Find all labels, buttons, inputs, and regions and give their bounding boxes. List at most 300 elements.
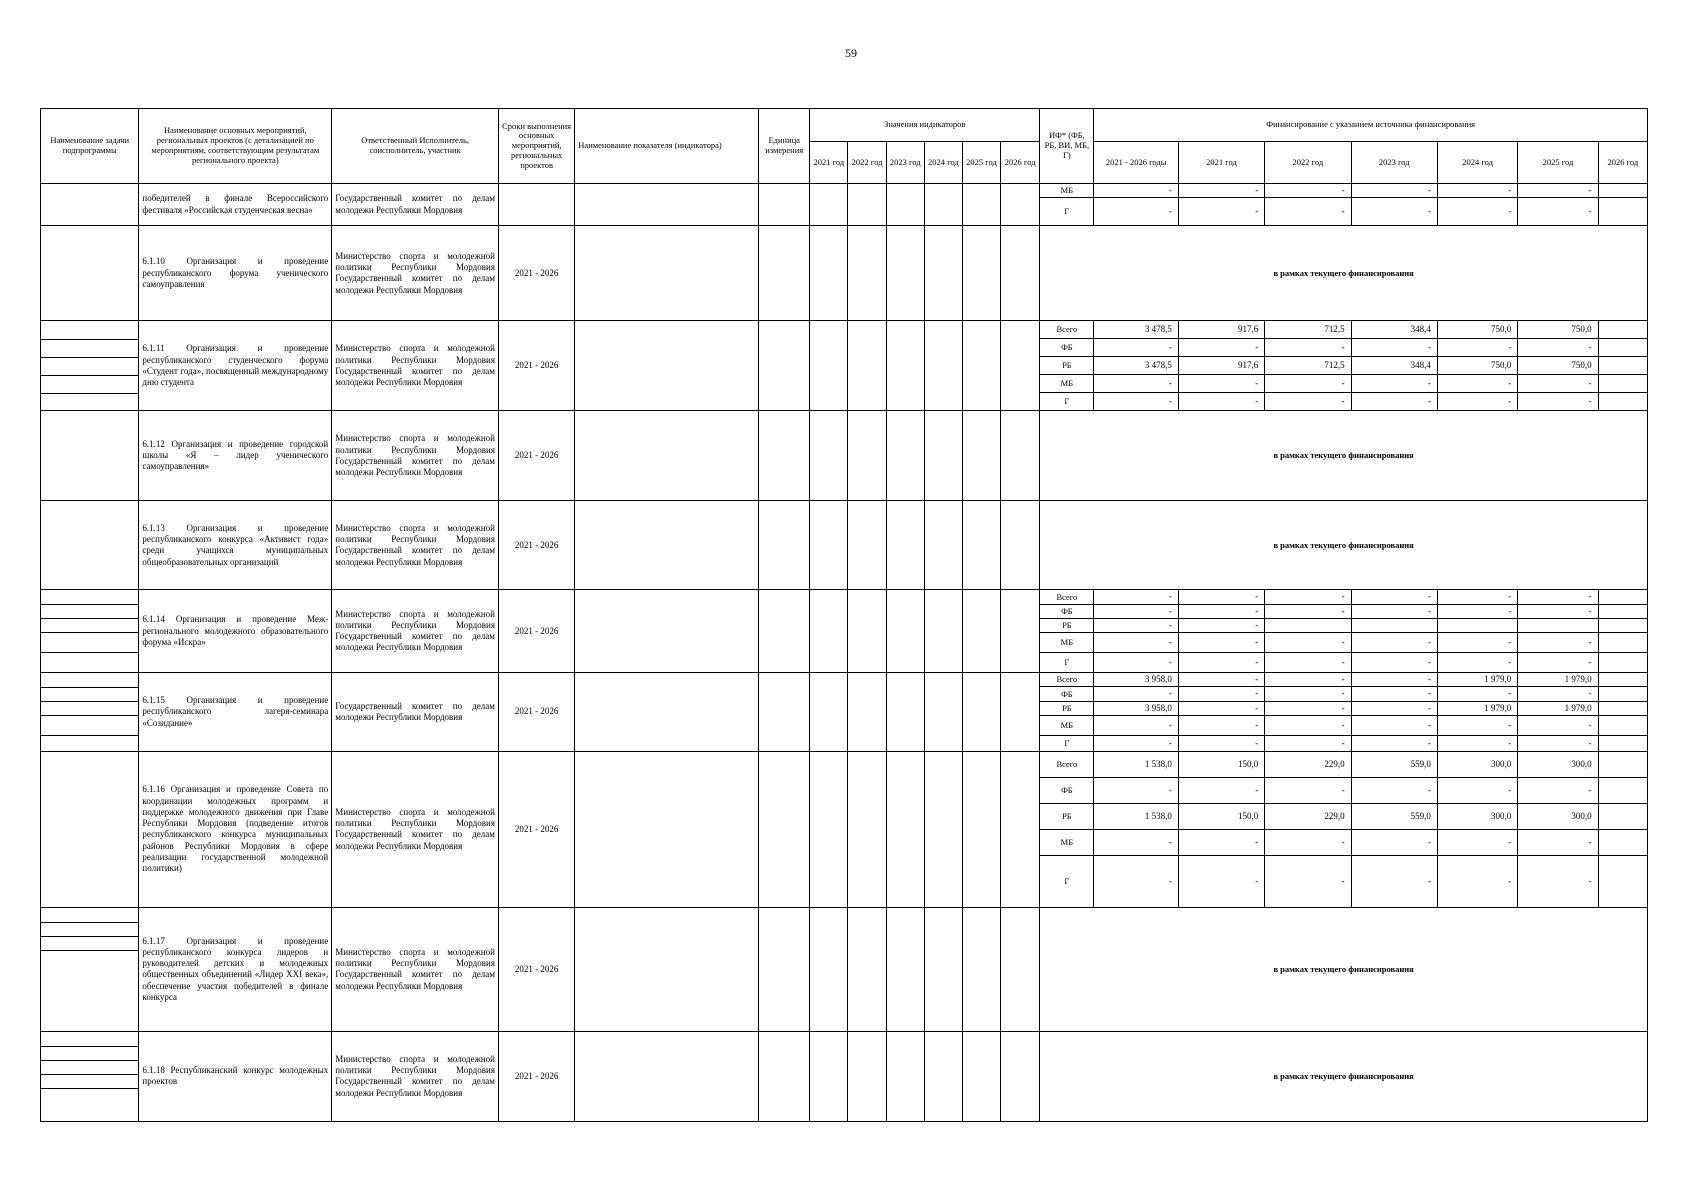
- executor: Государственный комитет по делам молодежи Республики Мордовия: [332, 184, 499, 226]
- indicator-value: [924, 1031, 962, 1121]
- financing-value: -: [1518, 715, 1598, 735]
- task-cell: [41, 590, 139, 673]
- task-divider: [41, 936, 138, 937]
- event-name: 6.1.14 Организация и проведение Меж-регионального молодежного образовательного форума «Искра»: [139, 590, 332, 673]
- source-code: ФБ: [1040, 339, 1094, 357]
- financing-value: -: [1265, 687, 1351, 701]
- financing-value: -: [1518, 393, 1598, 411]
- indicator-value: [886, 590, 924, 673]
- task-divider: [41, 375, 138, 376]
- header-event: Наименование основных мероприятий, региональных проектов (с детализацией по мероприятиям, соответствующим результатам регионального проекта): [139, 109, 332, 184]
- financing-value: -: [1178, 393, 1264, 411]
- header-fin-year: 2024 год: [1437, 142, 1517, 184]
- executor: Министерство спорта и молодежной политики Республики Мордовия Государственный комитет по делам молодежи Республики Мордовия: [332, 321, 499, 411]
- financing-value: -: [1265, 375, 1351, 393]
- financing-value: [1598, 687, 1647, 701]
- indicator-name: [575, 184, 759, 226]
- header-ind-year: 2025 год: [962, 142, 1000, 184]
- header-fin-year: 2022 год: [1265, 142, 1351, 184]
- source-code: Г: [1040, 198, 1094, 226]
- financing-value: -: [1265, 673, 1351, 687]
- financing-value: -: [1351, 653, 1437, 673]
- financing-value: -: [1094, 339, 1178, 357]
- financing-value: 1 538,0: [1094, 803, 1178, 829]
- unit: [759, 411, 810, 501]
- source-code: РБ: [1040, 803, 1094, 829]
- indicator-value: [810, 673, 848, 752]
- header-fin-year: 2025 год: [1518, 142, 1598, 184]
- financing-value: [1598, 751, 1647, 777]
- indicator-value: [848, 226, 886, 321]
- financing-value: -: [1094, 604, 1178, 618]
- financing-value: -: [1265, 184, 1351, 198]
- event-name: 6.1.12 Организация и проведение городской школы «Я – лидер ученического самоуправления»: [139, 411, 332, 501]
- unit: [759, 321, 810, 411]
- indicator-value: [810, 1031, 848, 1121]
- indicator-value: [962, 501, 1000, 590]
- indicator-value: [924, 184, 962, 226]
- financing-value: -: [1265, 735, 1351, 751]
- task-divider: [41, 701, 138, 702]
- financing-value: -: [1178, 687, 1264, 701]
- financing-value: -: [1351, 339, 1437, 357]
- financing-value: -: [1265, 633, 1351, 653]
- financing-value: 1 979,0: [1518, 701, 1598, 715]
- task-divider: [41, 715, 138, 716]
- indicator-value: [886, 1031, 924, 1121]
- executor: Министерство спорта и молодежной политики Республики Мордовия Государственный комитет по делам молодежи Республики Мордовия: [332, 1031, 499, 1121]
- financing-value: -: [1265, 393, 1351, 411]
- financing-value: -: [1351, 735, 1437, 751]
- source-code: МБ: [1040, 715, 1094, 735]
- task-divider: [41, 922, 138, 923]
- financing-value: 559,0: [1351, 803, 1437, 829]
- event-row: [41, 226, 1648, 321]
- indicator-value: [1001, 321, 1040, 411]
- financing-value: -: [1265, 339, 1351, 357]
- financing-value: [1598, 604, 1647, 618]
- financing-value: -: [1437, 633, 1517, 653]
- indicator-value: [1001, 907, 1040, 1031]
- financing-note: в рамках текущего финансирования: [1040, 501, 1648, 590]
- financing-value: [1598, 735, 1647, 751]
- financing-value: [1598, 339, 1647, 357]
- financing-value: -: [1094, 715, 1178, 735]
- financing-value: -: [1351, 198, 1437, 226]
- financing-value: [1598, 590, 1647, 604]
- financing-value: 917,6: [1178, 357, 1264, 375]
- header-ind-year: 2023 год: [886, 142, 924, 184]
- financing-row: [41, 673, 1648, 687]
- financing-value: -: [1178, 339, 1264, 357]
- terms: 2021 - 2026: [498, 590, 574, 673]
- terms: 2021 - 2026: [498, 1031, 574, 1121]
- financing-value: 712,5: [1265, 321, 1351, 339]
- program-table: [40, 108, 1648, 1122]
- financing-value: 750,0: [1518, 357, 1598, 375]
- header-fin-year: 2021 год: [1178, 142, 1264, 184]
- financing-value: -: [1178, 618, 1264, 632]
- terms: 2021 - 2026: [498, 673, 574, 752]
- financing-value: -: [1437, 198, 1517, 226]
- source-code: ФБ: [1040, 777, 1094, 803]
- financing-value: -: [1178, 701, 1264, 715]
- financing-value: -: [1094, 633, 1178, 653]
- financing-value: -: [1094, 393, 1178, 411]
- header-task: Наименование задачи подпрограммы: [41, 109, 139, 184]
- financing-value: [1437, 618, 1517, 632]
- financing-value: [1598, 673, 1647, 687]
- financing-value: -: [1437, 829, 1517, 855]
- financing-value: -: [1351, 715, 1437, 735]
- financing-value: -: [1518, 590, 1598, 604]
- financing-note: в рамках текущего финансирования: [1040, 1031, 1648, 1121]
- indicator-value: [962, 751, 1000, 907]
- indicator-value: [924, 673, 962, 752]
- financing-value: [1598, 855, 1647, 907]
- header-ind-year: 2021 год: [810, 142, 848, 184]
- financing-value: 1 538,0: [1094, 751, 1178, 777]
- financing-value: -: [1518, 735, 1598, 751]
- financing-value: 1 979,0: [1437, 701, 1517, 715]
- financing-value: -: [1437, 653, 1517, 673]
- source-code: ФБ: [1040, 604, 1094, 618]
- indicator-value: [962, 411, 1000, 501]
- financing-value: 750,0: [1437, 357, 1517, 375]
- financing-value: -: [1437, 715, 1517, 735]
- task-cell: [41, 184, 139, 226]
- financing-value: 3 958,0: [1094, 673, 1178, 687]
- financing-value: -: [1518, 633, 1598, 653]
- financing-value: -: [1265, 198, 1351, 226]
- indicator-value: [1001, 226, 1040, 321]
- indicator-value: [848, 751, 886, 907]
- indicator-value: [962, 907, 1000, 1031]
- financing-value: -: [1351, 590, 1437, 604]
- financing-value: -: [1437, 339, 1517, 357]
- financing-value: -: [1351, 855, 1437, 907]
- executor: Министерство спорта и молодежной политики Республики Мордовия Государственный комитет по делам молодежи Республики Мордовия: [332, 226, 499, 321]
- financing-value: [1598, 618, 1647, 632]
- financing-value: -: [1265, 604, 1351, 618]
- financing-value: -: [1518, 339, 1598, 357]
- indicator-value: [924, 501, 962, 590]
- financing-value: [1598, 653, 1647, 673]
- financing-value: -: [1178, 829, 1264, 855]
- financing-value: -: [1265, 701, 1351, 715]
- indicator-value: [848, 411, 886, 501]
- executor: Министерство спорта и молодежной политики Республики Мордовия Государственный комитет по делам молодежи Республики Мордовия: [332, 501, 499, 590]
- event-name: 6.1.11 Организация и проведение республиканского студенческого форума «Студент года», посвященный международному дню студента: [139, 321, 332, 411]
- executor: Государственный комитет по делам молодежи Республики Мордовия: [332, 673, 499, 752]
- financing-value: -: [1178, 715, 1264, 735]
- indicator-value: [962, 673, 1000, 752]
- indicator-value: [810, 590, 848, 673]
- financing-value: [1518, 618, 1598, 632]
- header-source: ИФ* (ФБ, РБ, ВИ, МБ, Г): [1040, 109, 1094, 184]
- task-divider: [41, 652, 138, 653]
- unit: [759, 751, 810, 907]
- indicator-value: [1001, 751, 1040, 907]
- task-divider: [41, 357, 138, 358]
- financing-value: [1598, 357, 1647, 375]
- financing-value: -: [1178, 653, 1264, 673]
- header-fin-year: 2026 год: [1598, 142, 1647, 184]
- unit: [759, 184, 810, 226]
- indicator-value: [962, 1031, 1000, 1121]
- task-divider: [41, 604, 138, 605]
- indicator-value: [810, 751, 848, 907]
- financing-value: -: [1178, 633, 1264, 653]
- financing-value: [1265, 618, 1351, 632]
- financing-value: -: [1351, 393, 1437, 411]
- executor: Министерство спорта и молодежной политики Республики Мордовия Государственный комитет по делам молодежи Республики Мордовия: [332, 907, 499, 1031]
- financing-value: -: [1178, 184, 1264, 198]
- indicator-value: [1001, 411, 1040, 501]
- indicator-value: [810, 411, 848, 501]
- event-name: 6.1.17 Организация и проведение республиканского конкурса лидеров и руководителей детских и молодежных общественных объединений «Лидер XXI века», обеспечение участия победителей в финале конкурса: [139, 907, 332, 1031]
- indicator-value: [924, 751, 962, 907]
- financing-value: -: [1178, 735, 1264, 751]
- financing-value: [1598, 633, 1647, 653]
- task-divider: [41, 1088, 138, 1089]
- task-divider: [41, 1046, 138, 1047]
- financing-note: в рамках текущего финансирования: [1040, 411, 1648, 501]
- unit: [759, 501, 810, 590]
- header-fin-year: 2023 год: [1351, 142, 1437, 184]
- financing-value: -: [1094, 653, 1178, 673]
- financing-value: 300,0: [1437, 803, 1517, 829]
- indicator-name: [575, 226, 759, 321]
- terms: 2021 - 2026: [498, 751, 574, 907]
- program-table-wrapper: [40, 108, 1648, 1098]
- header-financing: Финансирование с указанием источника финансирования: [1094, 109, 1648, 142]
- terms: 2021 - 2026: [498, 226, 574, 321]
- indicator-value: [1001, 501, 1040, 590]
- indicator-value: [848, 321, 886, 411]
- event-name: 6.1.18 Республиканский конкурс молодежных проектов: [139, 1031, 332, 1121]
- indicator-name: [575, 411, 759, 501]
- financing-value: -: [1265, 590, 1351, 604]
- unit: [759, 226, 810, 321]
- header-fin-year: 2021 - 2026 годы: [1094, 142, 1178, 184]
- event-name: 6.1.16 Организация и проведение Совета по координации молодежных программ и поддержке молодежного движения при Главе Республики Мордовия (подведение итогов республиканского конкурса муниципальных районов Республики Мордовия в сфере реализации государственной молодежной политики): [139, 751, 332, 907]
- source-code: Всего: [1040, 321, 1094, 339]
- financing-value: [1598, 393, 1647, 411]
- header-executor: Ответственный Исполнитель, соисполнитель, участник: [332, 109, 499, 184]
- financing-value: -: [1265, 653, 1351, 673]
- event-name: 6.1.10 Организация и проведение республиканского форума ученического самоуправления: [139, 226, 332, 321]
- executor: Министерство спорта и молодежной политики Республики Мордовия Государственный комитет по делам молодежи Республики Мордовия: [332, 411, 499, 501]
- financing-value: -: [1178, 198, 1264, 226]
- financing-value: 348,4: [1351, 357, 1437, 375]
- financing-value: 750,0: [1518, 321, 1598, 339]
- financing-value: -: [1094, 590, 1178, 604]
- indicator-value: [810, 907, 848, 1031]
- indicator-value: [924, 411, 962, 501]
- event-name: 6.1.13 Организация и проведение республиканского конкурса «Активист года» среди учащихся муниципальных общеобразовательных организаций: [139, 501, 332, 590]
- indicator-value: [810, 184, 848, 226]
- financing-value: [1598, 184, 1647, 198]
- financing-value: 150,0: [1178, 803, 1264, 829]
- page-number: 59: [845, 46, 857, 60]
- financing-value: -: [1178, 673, 1264, 687]
- financing-value: -: [1094, 829, 1178, 855]
- source-code: РБ: [1040, 357, 1094, 375]
- indicator-value: [1001, 673, 1040, 752]
- financing-row: [41, 590, 1648, 604]
- terms: 2021 - 2026: [498, 907, 574, 1031]
- indicator-value: [848, 907, 886, 1031]
- indicator-name: [575, 321, 759, 411]
- financing-value: [1598, 829, 1647, 855]
- financing-value: -: [1178, 777, 1264, 803]
- financing-value: 300,0: [1437, 751, 1517, 777]
- indicator-value: [848, 673, 886, 752]
- financing-value: [1598, 777, 1647, 803]
- indicator-value: [886, 907, 924, 1031]
- task-cell: [41, 501, 139, 590]
- unit: [759, 673, 810, 752]
- financing-value: -: [1518, 184, 1598, 198]
- task-cell: [41, 226, 139, 321]
- financing-value: -: [1518, 777, 1598, 803]
- task-divider: [41, 950, 138, 951]
- task-divider: [41, 735, 138, 736]
- financing-value: [1598, 715, 1647, 735]
- financing-value: 712,5: [1265, 357, 1351, 375]
- source-code: МБ: [1040, 375, 1094, 393]
- indicator-value: [886, 226, 924, 321]
- indicator-value: [924, 226, 962, 321]
- unit: [759, 1031, 810, 1121]
- task-cell: [41, 907, 139, 1031]
- indicator-value: [810, 321, 848, 411]
- financing-value: -: [1094, 375, 1178, 393]
- indicator-name: [575, 751, 759, 907]
- source-code: РБ: [1040, 618, 1094, 632]
- unit: [759, 590, 810, 673]
- source-code: Г: [1040, 855, 1094, 907]
- source-code: ФБ: [1040, 687, 1094, 701]
- financing-value: -: [1518, 829, 1598, 855]
- executor: Министерство спорта и молодежной политики Республики Мордовия Государственный комитет по делам молодежи Республики Мордовия: [332, 751, 499, 907]
- financing-value: 300,0: [1518, 803, 1598, 829]
- task-cell: [41, 411, 139, 501]
- task-divider: [41, 687, 138, 688]
- task-divider: [41, 618, 138, 619]
- financing-value: 300,0: [1518, 751, 1598, 777]
- task-cell: [41, 751, 139, 907]
- terms: 2021 - 2026: [498, 411, 574, 501]
- financing-value: -: [1094, 198, 1178, 226]
- financing-value: -: [1094, 777, 1178, 803]
- indicator-value: [924, 321, 962, 411]
- financing-value: 3 478,5: [1094, 357, 1178, 375]
- terms: 2021 - 2026: [498, 501, 574, 590]
- financing-value: -: [1094, 184, 1178, 198]
- indicator-value: [1001, 184, 1040, 226]
- financing-value: 559,0: [1351, 751, 1437, 777]
- financing-value: -: [1351, 829, 1437, 855]
- indicator-value: [886, 751, 924, 907]
- financing-value: -: [1518, 687, 1598, 701]
- financing-value: 3 958,0: [1094, 701, 1178, 715]
- financing-value: [1598, 321, 1647, 339]
- header-ind-year: 2024 год: [924, 142, 962, 184]
- header-ind-year: 2026 год: [1001, 142, 1040, 184]
- financing-value: -: [1437, 375, 1517, 393]
- indicator-value: [962, 226, 1000, 321]
- indicator-name: [575, 590, 759, 673]
- financing-row: [41, 184, 1648, 198]
- financing-value: -: [1518, 198, 1598, 226]
- financing-value: 348,4: [1351, 321, 1437, 339]
- financing-row: [41, 751, 1648, 777]
- source-code: Г: [1040, 653, 1094, 673]
- task-divider: [41, 1060, 138, 1061]
- financing-value: -: [1094, 735, 1178, 751]
- indicator-name: [575, 501, 759, 590]
- indicator-value: [810, 226, 848, 321]
- indicator-value: [848, 590, 886, 673]
- financing-value: -: [1437, 184, 1517, 198]
- financing-value: -: [1437, 855, 1517, 907]
- indicator-value: [1001, 1031, 1040, 1121]
- financing-row: [41, 321, 1648, 339]
- financing-value: -: [1518, 604, 1598, 618]
- source-code: МБ: [1040, 829, 1094, 855]
- indicator-value: [962, 184, 1000, 226]
- financing-value: -: [1351, 604, 1437, 618]
- indicator-value: [810, 501, 848, 590]
- financing-value: -: [1437, 735, 1517, 751]
- indicator-value: [848, 184, 886, 226]
- terms: [498, 184, 574, 226]
- task-divider: [41, 393, 138, 394]
- financing-value: -: [1351, 673, 1437, 687]
- financing-value: -: [1437, 687, 1517, 701]
- financing-value: -: [1518, 653, 1598, 673]
- financing-value: 229,0: [1265, 803, 1351, 829]
- indicator-value: [962, 590, 1000, 673]
- task-cell: [41, 1031, 139, 1121]
- financing-value: -: [1265, 855, 1351, 907]
- indicator-value: [1001, 590, 1040, 673]
- indicator-value: [886, 501, 924, 590]
- financing-value: -: [1094, 687, 1178, 701]
- event-row: [41, 411, 1648, 501]
- header-ind-year: 2022 год: [848, 142, 886, 184]
- source-code: Всего: [1040, 673, 1094, 687]
- task-divider: [41, 339, 138, 340]
- indicator-value: [886, 411, 924, 501]
- source-code: РБ: [1040, 701, 1094, 715]
- financing-value: 3 478,5: [1094, 321, 1178, 339]
- indicator-name: [575, 907, 759, 1031]
- source-code: Всего: [1040, 751, 1094, 777]
- header-unit: Единица измерения: [759, 109, 810, 184]
- event-row: [41, 1031, 1648, 1121]
- header-indicator-values: Значения индикаторов: [810, 109, 1040, 142]
- event-row: [41, 907, 1648, 1031]
- unit: [759, 907, 810, 1031]
- source-code: МБ: [1040, 184, 1094, 198]
- financing-value: -: [1094, 618, 1178, 632]
- financing-note: в рамках текущего финансирования: [1040, 907, 1648, 1031]
- event-name: 6.1.15 Организация и проведение республиканского лагеря-семинара «Созидание»: [139, 673, 332, 752]
- financing-value: -: [1518, 855, 1598, 907]
